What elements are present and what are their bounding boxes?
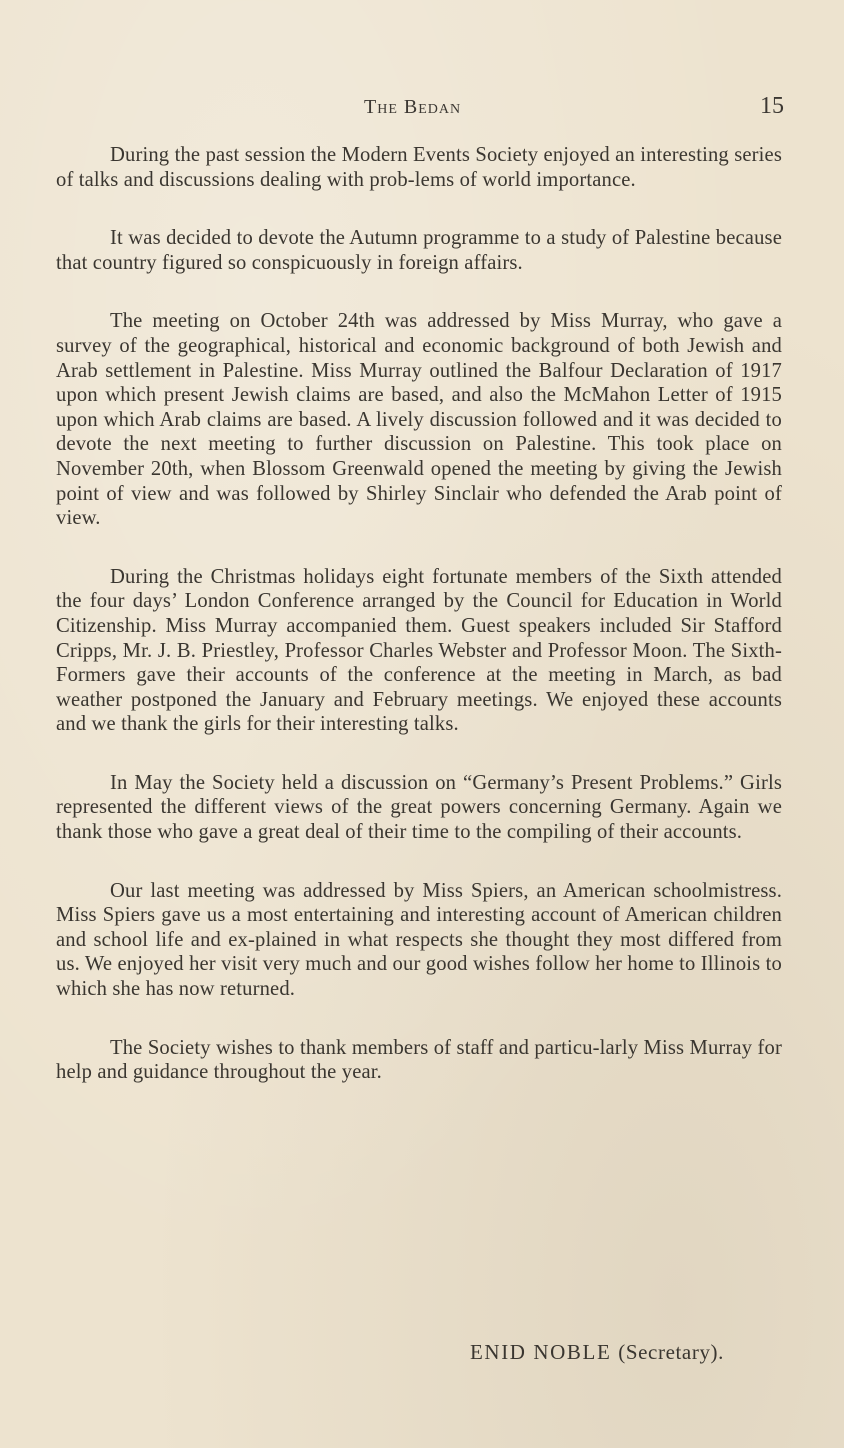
paragraph-thanks: The Society wishes to thank members of staff and particu-larly Miss Murray for help and guidance throughout the year. <box>56 1036 782 1084</box>
signature-role: (Secretary). <box>618 1340 724 1364</box>
article-body <box>56 143 782 1085</box>
paragraph-may-discussion: In May the Society held a discussion on “Germany’s Present Problems.” Girls represented the different views of the great powers concerning Germany. Again we thank those who gave a great deal of their time to the compiling of their accounts. <box>56 771 782 844</box>
paragraph-october-meeting: The meeting on October 24th was addressed by Miss Murray, who gave a survey of the geographical, historical and economic background of both Jewish and Arab settlement in Palestine. Miss Murray outlined the Balfour Declaration of 1917 upon which present Jewish claims are based, and also the McMahon Letter of 1915 upon which Arab claims are based. A lively discussion followed and it was decided to devote the next meeting to further discussion on Palestine. This took place on November 20th, when Blossom Greenwald opened the meeting by giving the Jewish point of view and was followed by Shirley Sinclair who defended the Arab point of view. <box>56 310 782 530</box>
signature-line <box>470 1340 724 1365</box>
paragraph-intro: During the past session the Modern Events Society enjoyed an interesting series of talks and discussions dealing with prob-lems of world importance. <box>56 144 782 191</box>
signature-name: ENID NOBLE <box>470 1340 612 1364</box>
page-number: 15 <box>760 93 784 119</box>
paragraph-christmas-conference: During the Christmas holidays eight fortunate members of the Sixth attended the four days’ London Conference arranged by the Council for Education in World Citizenship. Miss Murray accompanied them. Guest speakers included Sir Stafford Cripps, Mr. J. B. Priestley, Professor Charles Webster and Professor Moon. The Sixth-Formers gave their accounts of the conference at the meeting in March, as bad weather postponed the January and February meetings. We enjoyed these accounts and we thank the girls for their interesting talks. <box>56 565 782 736</box>
paragraph-last-meeting: Our last meeting was addressed by Miss Spiers, an American schoolmistress. Miss Spiers gave us a most entertaining and interesting account of American children and school life and ex-plained in what respects she thought they most differed from us. We enjoyed her visit very much and our good wishes follow her home to Illinois to which she has now returned. <box>56 879 782 1001</box>
running-head-title: The Bedan <box>364 96 462 118</box>
paragraph-autumn-programme: It was decided to devote the Autumn programme to a study of Palestine because that country figured so conspicuously in foreign affairs. <box>56 227 782 274</box>
